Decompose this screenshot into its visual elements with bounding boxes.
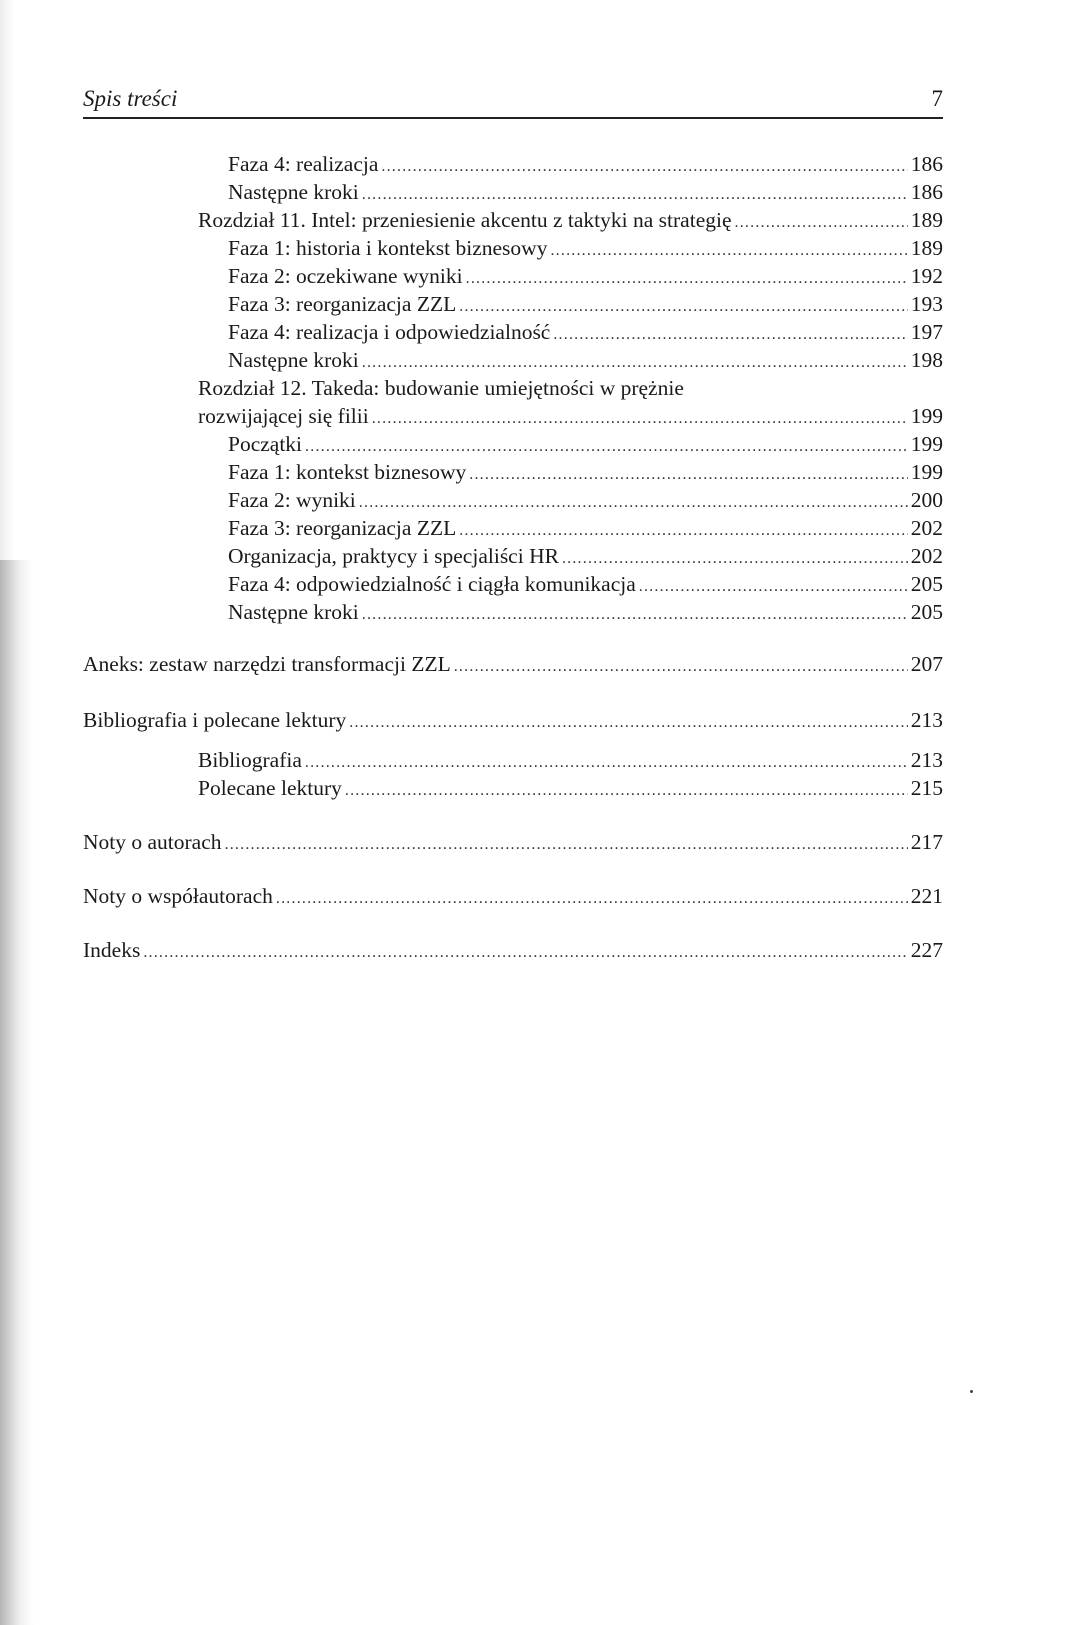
- toc-entry-page: 199: [910, 432, 943, 456]
- toc-chapter-title-line1[interactable]: Rozdział 12. Takeda: budowanie umiejętności w prężnie: [198, 376, 684, 400]
- toc-section-entry[interactable]: [83, 706, 943, 737]
- toc-entry-label: Następne kroki: [228, 180, 359, 204]
- leader-dots: [305, 433, 908, 461]
- leader-dots: [469, 461, 908, 489]
- leader-dots: [372, 405, 908, 433]
- leader-dots: [459, 293, 908, 321]
- toc-entry-page: 197: [910, 320, 943, 344]
- toc-entry[interactable]: [228, 262, 943, 293]
- toc-section-entry[interactable]: [83, 650, 943, 681]
- toc-section-entry[interactable]: [83, 936, 943, 967]
- leader-dots: [276, 885, 908, 913]
- toc-entry[interactable]: [228, 290, 943, 321]
- toc-entry-page: 192: [910, 264, 943, 288]
- toc-entry-label: Noty o autorach: [83, 830, 222, 854]
- toc-entry[interactable]: [228, 150, 943, 181]
- toc-entry-page: 200: [910, 488, 943, 512]
- leader-dots: [459, 517, 908, 545]
- toc-entry[interactable]: [228, 234, 943, 265]
- toc-entry-page: 198: [910, 348, 943, 372]
- toc-entry-page: 189: [910, 208, 943, 232]
- toc-entry-page: 199: [910, 460, 943, 484]
- leader-dots: [639, 573, 908, 601]
- toc-entry-label: Bibliografia i polecane lektury: [83, 708, 347, 732]
- toc-entry[interactable]: [228, 598, 943, 629]
- toc-section-entry[interactable]: [83, 882, 943, 913]
- toc-entry-page: 213: [910, 708, 943, 732]
- toc-entry-label: Faza 4: realizacja i odpowiedzialność: [228, 320, 551, 344]
- toc-entry-label: Polecane lektury: [198, 776, 342, 800]
- toc-chapter-entry[interactable]: [198, 402, 943, 433]
- toc-entry[interactable]: [198, 774, 943, 805]
- toc-entry-page: 202: [910, 516, 943, 540]
- leader-dots: [735, 209, 908, 237]
- leader-dots: [225, 831, 908, 859]
- toc-entry[interactable]: [228, 430, 943, 461]
- toc-entry-page: 213: [910, 748, 943, 772]
- leader-dots: [550, 237, 907, 265]
- toc-entry-label: Indeks: [83, 938, 141, 962]
- page-gutter-shadow-top: [0, 0, 14, 560]
- toc-entry-label: Faza 2: oczekiwane wyniki: [228, 264, 463, 288]
- toc-entry-page: 217: [910, 830, 943, 854]
- toc-entry-page: 205: [910, 600, 943, 624]
- toc-entry-page: 186: [910, 180, 943, 204]
- toc-entry-page: 205: [910, 572, 943, 596]
- toc-entry-label: Faza 2: wyniki: [228, 488, 356, 512]
- leader-dots: [466, 265, 908, 293]
- leader-dots: [454, 653, 908, 681]
- toc-entry-label: Organizacja, praktycy i specjaliści HR: [228, 544, 559, 568]
- toc-entry[interactable]: [228, 570, 943, 601]
- page-gutter-shadow: [0, 560, 34, 1625]
- toc-entry-page: 193: [910, 292, 943, 316]
- leader-dots: [562, 545, 908, 573]
- leader-dots: [143, 939, 907, 967]
- toc-entry-label: Faza 1: kontekst biznesowy: [228, 460, 467, 484]
- toc-entry-label: Następne kroki: [228, 600, 359, 624]
- leader-dots: [305, 749, 908, 777]
- toc-entry[interactable]: [228, 318, 943, 349]
- toc-entry-page: 202: [910, 544, 943, 568]
- toc-entry-label: rozwijającej się filii: [198, 404, 369, 428]
- header-rule: [83, 117, 943, 119]
- running-header-title: Spis treści: [83, 86, 178, 111]
- leader-dots: [362, 601, 908, 629]
- toc-section-entry[interactable]: [83, 828, 943, 859]
- toc-entry-label: Rozdział 11. Intel: przeniesienie akcentu z taktyki na strategię: [198, 208, 732, 232]
- toc-entry-label: Noty o współautorach: [83, 884, 273, 908]
- toc-entry-label: Faza 3: reorganizacja ZZL: [228, 292, 457, 316]
- toc-entry-page: 221: [910, 884, 943, 908]
- toc-entry[interactable]: [228, 486, 943, 517]
- leader-dots: [349, 709, 907, 737]
- toc-entry[interactable]: [198, 746, 943, 777]
- leader-dots: [362, 349, 908, 377]
- toc-entry-page: 189: [910, 236, 943, 260]
- leader-dots: [359, 489, 908, 517]
- running-header: [83, 82, 943, 118]
- toc-entry-page: 186: [910, 152, 943, 176]
- toc-entry-page: 215: [910, 776, 943, 800]
- toc-chapter-entry[interactable]: [198, 206, 943, 237]
- scan-speck: [970, 1390, 973, 1393]
- leader-dots: [381, 153, 907, 181]
- page-number: 7: [931, 86, 943, 111]
- toc-entry-label: Aneks: zestaw narzędzi transformacji ZZL: [83, 652, 451, 676]
- toc-entry-label: Faza 1: historia i kontekst biznesowy: [228, 236, 548, 260]
- toc-entry-label: Bibliografia: [198, 748, 302, 772]
- toc-entry-page: 199: [910, 404, 943, 428]
- leader-dots: [553, 321, 907, 349]
- toc-entry-label: Faza 3: reorganizacja ZZL: [228, 516, 457, 540]
- leader-dots: [362, 181, 908, 209]
- leader-dots: [345, 777, 908, 805]
- toc-entry-page: 227: [910, 938, 943, 962]
- toc-entry-label: Następne kroki: [228, 348, 359, 372]
- toc-entry-label: Faza 4: odpowiedzialność i ciągła komunikacja: [228, 572, 636, 596]
- toc-entry[interactable]: [228, 514, 943, 545]
- toc-entry-label: Faza 4: realizacja: [228, 152, 379, 176]
- toc-entry-page: 207: [910, 652, 943, 676]
- toc-entry[interactable]: [228, 458, 943, 489]
- toc-entry[interactable]: [228, 346, 943, 377]
- toc-entry[interactable]: [228, 178, 943, 209]
- toc-entry[interactable]: [228, 542, 943, 573]
- toc-entry-label: Początki: [228, 432, 303, 456]
